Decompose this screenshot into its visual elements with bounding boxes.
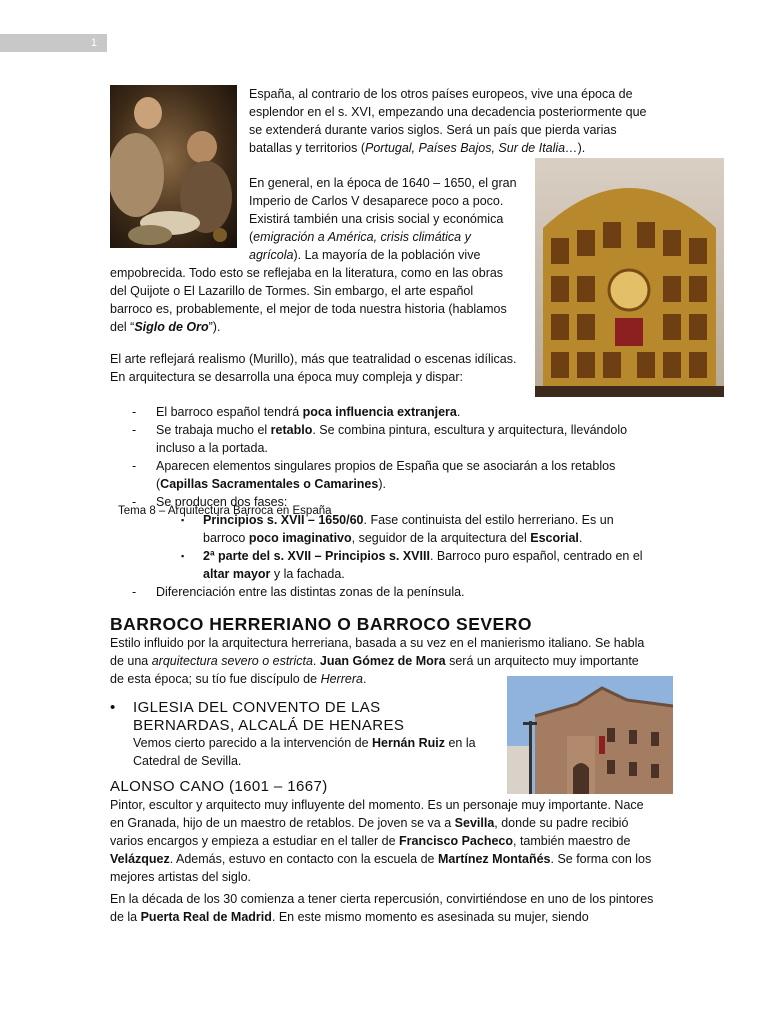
phases-sublist: [156, 511, 655, 583]
church-facade-illustration: [507, 676, 673, 794]
s1-text-2: será un arquitecto muy importante de esta época; su tío fue discípulo de: [110, 654, 639, 686]
dash-marker: -: [132, 405, 137, 419]
section-title-barroco-herreriano: BARROCO HERRERIANO O BARROCO SEVERO: [110, 614, 532, 634]
dash-marker: -: [132, 459, 137, 473]
cano-p1-text-3: , también maestro de: [513, 834, 631, 848]
sub2-bold-2: altar mayor: [203, 567, 271, 581]
item5-text: Diferenciación entre las distintas zonas de la península.: [156, 585, 465, 599]
bullet-marker: •: [110, 699, 116, 716]
cano-p2-end: . En este mismo momento es asesinada su mujer, siendo: [271, 910, 589, 924]
intro-p2-text-end: ). La mayoría de la población vive empobrecida. Todo esto se reflejaba en la literatura, como en las obras del Quijote o El Lazarillo de Tormes. Sin embargo, el arte español barroco es, probablemente, el mejor de toda nuestra historia (hablamos del “: [110, 248, 507, 334]
list-item: [110, 583, 655, 601]
altarpiece-illustration: [535, 158, 724, 397]
iglesia-title: IGLESIA DEL CONVENTO DE LAS BERNARDAS, ALCALÁ DE HENARES: [133, 699, 405, 734]
item2-text: Se trabaja mucho el: [156, 423, 271, 437]
retablo-image: [535, 158, 724, 397]
item3-bold: Capillas Sacramentales o Camarines: [160, 477, 379, 491]
page-number: 1: [0, 34, 107, 52]
intro-p2-text: En general, en la época de 1640 – 1650, el gran Imperio de Carlos V desaparece poco a poco. Existirá también una crisis social y económica (: [249, 176, 517, 244]
intro-p2-italic: emigración a América, crisis climática y agrícola: [249, 230, 471, 262]
cano-paragraph-2: [110, 890, 658, 926]
iglesia-end: en la Catedral de Sevilla.: [133, 736, 476, 768]
cano-p2-bold: Puerta Real de Madrid: [140, 910, 272, 924]
iglesia-bold: Hernán Ruiz: [372, 736, 445, 750]
sublist-item: [156, 547, 655, 583]
features-list: [110, 403, 655, 601]
intro-p1-text: España, al contrario de los otros países europeos, vive una época de esplendor en el s. XVI, empezando una decadencia posteriormente que se extenderá durante varios siglos. Será un país que pierda varias batallas y territorios (: [249, 87, 647, 155]
alonso-cano-title: ALONSO CANO (1601 – 1667): [110, 778, 328, 795]
intro-p1-italic: Portugal, Países Bajos, Sur de Italia…: [365, 141, 578, 155]
cano-paragraph-1: [110, 796, 658, 886]
list-item: [110, 403, 655, 421]
sub2-bold: 2ª parte del s. XVII – Principios s. XVIII: [203, 549, 430, 563]
sub2-text: . Barroco puro español, centrado en el: [429, 549, 643, 563]
sub2-end: y la fachada.: [270, 567, 345, 581]
s1-italic: arquitectura severo o estricta: [151, 654, 313, 668]
square-marker: ▪: [181, 515, 185, 525]
iglesia-paragraph: [133, 734, 493, 770]
intro-paragraph-3: [110, 350, 524, 386]
siglo-de-oro: Siglo de Oro: [134, 320, 209, 334]
dash-marker: -: [132, 585, 137, 599]
intro-p2-float-spacer: [110, 174, 249, 264]
item2-bold: retablo: [270, 423, 313, 437]
s1-sep: .: [312, 654, 320, 668]
sub1-bold-3: Escorial: [530, 531, 579, 545]
intro-p1-end: ).: [577, 141, 586, 155]
sub1-end: .: [578, 531, 583, 545]
item1-end: .: [456, 405, 461, 419]
dash-marker: -: [132, 423, 137, 437]
sub1-bold: Principios s. XVII – 1650/60: [203, 513, 364, 527]
sub1-text: . Fase continuista del estilo herreriano. Es un barroco: [203, 513, 614, 545]
item2-end: . Se combina pintura, escultura y arquitectura, llevándolo incluso a la portada.: [156, 423, 628, 455]
cano-p1-text-2: , donde su padre recibió varios encargos y empieza a estudiar en el taller de: [110, 816, 629, 848]
intro-p2-close: ”).: [208, 320, 221, 334]
cano-p2-text: En la década de los 30 comienza a tener cierta repercusión, convirtiéndose en uno de los pintores de la: [110, 892, 654, 924]
square-marker: ▪: [181, 551, 185, 561]
s1-bold: Juan Gómez de Mora: [319, 654, 446, 668]
cano-p1-bold: Sevilla: [454, 816, 495, 830]
s1-text: Estilo influido por la arquitectura herreriana, basada a su vez en el manierismo italiano. Se habla de una: [110, 636, 645, 668]
sub1-bold-2: poco imaginativo: [248, 531, 352, 545]
intro-p3-text: El arte reflejará realismo (Murillo), más que teatralidad o escenas idílicas. En arquitectura se desarrolla una época muy compleja y dispar:: [110, 352, 517, 384]
list-item: [110, 457, 655, 493]
item1-text: El barroco español tendrá: [156, 405, 303, 419]
cano-p1-text-4: . Además, estuvo en contacto con la escuela de: [169, 852, 438, 866]
iglesia-text: Vemos cierto parecido a la intervención de: [133, 736, 373, 750]
topic-header-label: Tema 8 – Arquitectura Barroca en España: [118, 505, 332, 517]
cano-p1-bold-3: Velázquez: [110, 852, 170, 866]
church-image: [507, 676, 673, 794]
dash-marker: -: [132, 495, 137, 509]
cano-p1-text: Pintor, escultor y arquitecto muy influyente del momento. Es un personaje muy importante. Nace en Granada, hijo de un maestro de retablos. De joven se va a: [110, 798, 644, 830]
item3-end: ).: [378, 477, 386, 491]
intro-paragraph-1: [249, 85, 661, 157]
cano-p1-end: . Se forma con los mejores artistas del siglo.: [110, 852, 652, 884]
cano-p1-bold-2: Francisco Pacheco: [399, 834, 513, 848]
intro-paragraph-2: [110, 174, 518, 336]
item3-text: Aparecen elementos singulares propios de España que se asociarán a los retablos (: [156, 459, 616, 491]
s1-end: .: [362, 672, 367, 686]
s1-italic-2: Herrera: [320, 672, 363, 686]
item1-bold: poca influencia extranjera: [302, 405, 457, 419]
item4-text: Se producen dos fases:: [156, 495, 288, 509]
list-item: [110, 421, 655, 457]
cano-p1-bold-4: Martínez Montañés: [437, 852, 551, 866]
sub1-text-2: , seguidor de la arquitectura del: [351, 531, 531, 545]
